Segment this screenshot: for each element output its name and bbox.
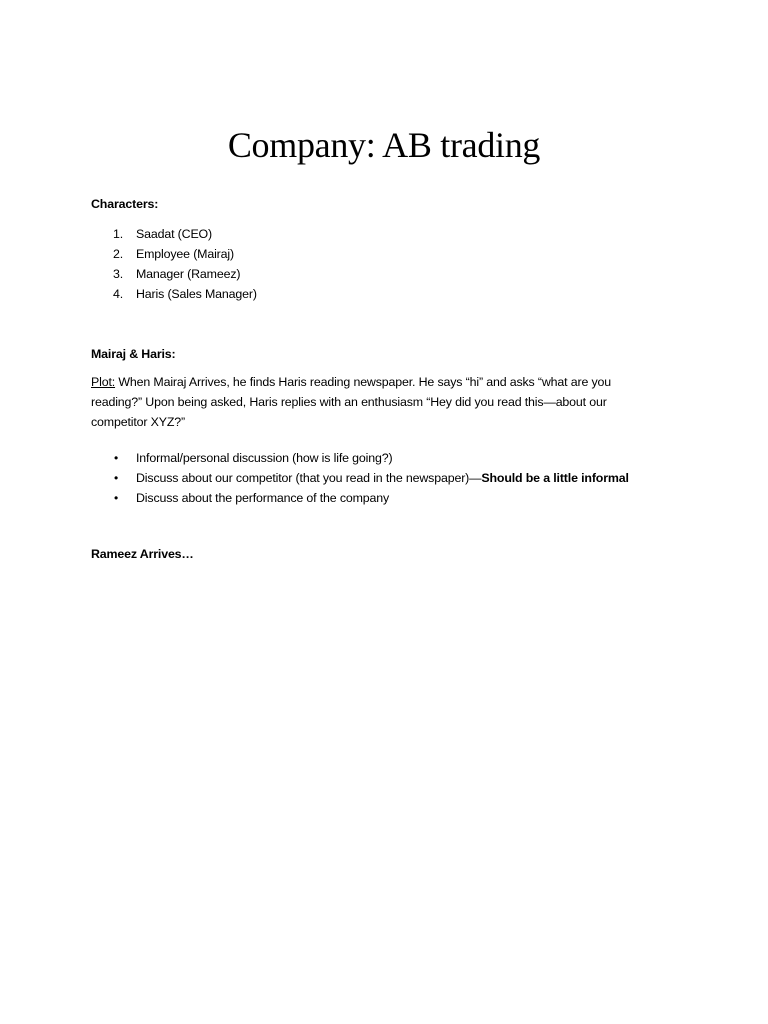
list-number: 1.: [113, 227, 124, 241]
characters-list: [91, 224, 257, 304]
plot-text: When Mairaj Arrives, he finds Haris reading newspaper. He says “hi” and asks “what are you reading?” Upon being asked, Haris replies with an enthusiasm “Hey did you read this—about our competitor XYZ?”: [91, 375, 612, 429]
list-number: 2.: [113, 247, 124, 261]
bullet-text: Informal/personal discussion (how is life going?): [136, 451, 393, 465]
discussion-bullets: [91, 448, 629, 508]
bullet-icon: •: [114, 491, 119, 505]
character-name: Manager (Rameez): [136, 267, 241, 281]
characters-heading: Characters:: [91, 197, 159, 211]
bullet-text: Discuss about our competitor (that you read in the newspaper)—: [136, 471, 482, 485]
bullet-text: Discuss about the performance of the company: [136, 491, 390, 505]
bullet-icon: •: [114, 451, 119, 465]
list-item: [91, 468, 629, 488]
document-title: Company: AB trading: [227, 125, 541, 165]
character-name: Employee (Mairaj): [136, 247, 234, 261]
list-item: [91, 284, 257, 304]
plot-label: Plot:: [91, 375, 116, 389]
list-item: [91, 244, 257, 264]
list-item: [91, 488, 629, 508]
list-number: 4.: [113, 287, 124, 301]
character-name: Haris (Sales Manager): [136, 287, 257, 301]
next-scene-heading: Rameez Arrives…: [91, 547, 194, 561]
list-number: 3.: [113, 267, 124, 281]
list-item: [91, 448, 629, 468]
plot-paragraph: [91, 372, 656, 432]
scene-heading: Mairaj & Haris:: [91, 347, 176, 361]
list-item: [91, 264, 257, 284]
bullet-bold-text: Should be a little informal: [481, 471, 629, 485]
bullet-icon: •: [114, 471, 119, 485]
character-name: Saadat (CEO): [136, 227, 213, 241]
list-item: [91, 224, 257, 244]
